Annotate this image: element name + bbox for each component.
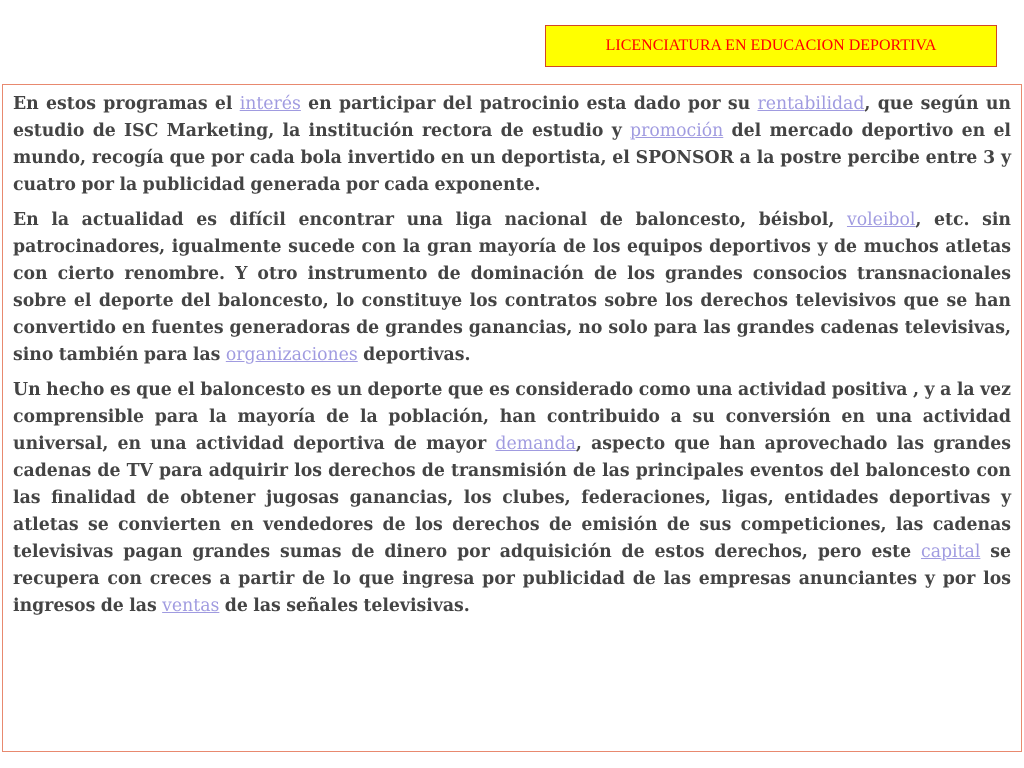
paragraph-text: Un hecho es que el baloncesto es un deporte que es considerado como una actividad positiva , y a la vez comprensible para la mayoría de la población, han contribuido a su conversión en una actividad universal, en una actividad deportiva de mayor	[13, 380, 1011, 454]
paragraph-text: del mercado deportivo en el mundo, recogía que por cada bola invertido en un deportista, el SPONSOR a la postre percibe entre 3 y cuatro por la publicidad generada por cada exponente.	[13, 121, 1011, 195]
paragraph-2	[13, 207, 1011, 369]
paragraph-text: , etc. sin patrocinadores, igualmente sucede con la gran mayoría de los equipos deportivos y de muchos atletas con cierto renombre. Y otro instrumento de dominación de los grandes consocios transnacionales sobre el deporte del baloncesto, lo constituye los contratos sobre los derechos televisivos que se han convertido en fuentes generadoras de grandes ganancias, no solo para las grandes cadenas televisivas, sino también para las	[13, 210, 1012, 365]
slide-title: LICENCIATURA EN EDUCACION DEPORTIVA	[605, 37, 937, 54]
paragraph-text: En la actualidad es difícil encontrar una liga nacional de baloncesto, béisbol,	[13, 210, 847, 230]
paragraph-text: , que según un estudio de ISC Marketing, la institución rectora de estudio y	[13, 94, 1011, 141]
hyperlink-demanda[interactable]: demanda	[495, 434, 576, 454]
paragraph-text: deportivas.	[357, 345, 471, 365]
paragraph-3	[13, 377, 1011, 620]
hyperlink-rentabilidad[interactable]: rentabilidad	[757, 94, 865, 114]
paragraph-text: se recupera con creces a partir de lo que ingresa por publicidad de las empresas anunciantes y por los ingresos de las	[13, 542, 1011, 616]
paragraph-text: En estos programas el	[13, 94, 240, 114]
paragraph-text: de las señales televisivas.	[219, 596, 470, 616]
paragraph-1	[13, 91, 1011, 199]
hyperlink-voleibol[interactable]: voleibol	[846, 210, 916, 230]
title-banner	[545, 25, 997, 67]
paragraph-text: , aspecto que han aprovechado las grandes cadenas de TV para adquirir los derechos de transmisión de las principales eventos del baloncesto con las finalidad de obtener jugosas ganancias, los clubes, federaciones, ligas, entidades deportivas y atletas se convierten en vendedores de los derechos de emisión de sus competiciones, las cadenas televisivas pagan grandes sumas de dinero por adquisición de estos derechos, pero este	[13, 434, 1011, 562]
hyperlink-interés[interactable]: interés	[239, 94, 301, 114]
hyperlink-capital[interactable]: capital	[921, 542, 981, 562]
paragraph-text: en participar del patrocinio esta dado por su	[300, 94, 758, 114]
hyperlink-organizaciones[interactable]: organizaciones	[225, 345, 358, 365]
hyperlink-promoción[interactable]: promoción	[630, 121, 724, 141]
content-box	[2, 84, 1022, 752]
hyperlink-ventas[interactable]: ventas	[162, 596, 220, 616]
